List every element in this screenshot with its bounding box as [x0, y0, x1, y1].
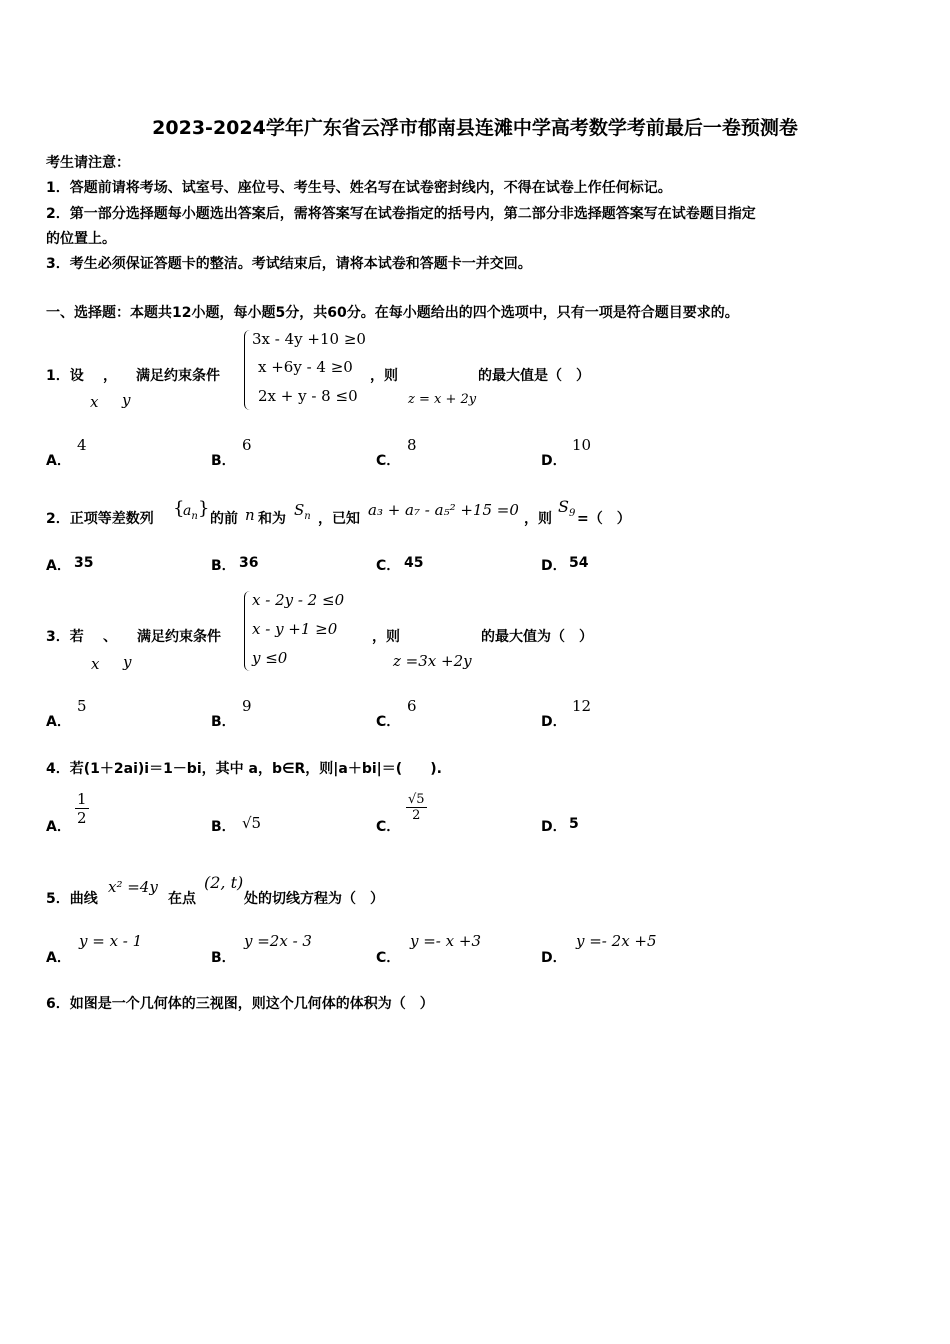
q1-option-a-label[interactable]: A． [46, 453, 71, 469]
q1-cond: 满足约束条件 [136, 368, 220, 384]
q3-option-c-value: 6 [407, 697, 417, 715]
q2-option-d-label[interactable]: D． [541, 558, 567, 574]
q3-option-a-label[interactable]: A． [46, 714, 71, 730]
q2-mid1: 的前 [210, 511, 238, 527]
q2-mid3: ，已知 [318, 511, 360, 527]
q3-sep: 、 [103, 629, 117, 645]
q2-lead: 2．正项等差数列 [46, 511, 154, 527]
q2-tail: =（ ） [577, 511, 631, 527]
notice-item-3: 3．考生必须保证答题卡的整洁。考试结束后，请将本试卷和答题卡一并交回。 [46, 256, 532, 272]
q3-objective: z =3x +2y [393, 652, 472, 670]
section-heading: 一、选择题：本题共12小题，每小题5分，共60分。在每小题给出的四个选项中，只有一项是符合题目要求的。 [46, 305, 739, 321]
q3-then: ，则 [372, 629, 400, 645]
q2-mid4: ，则 [524, 511, 552, 527]
q1-var-x: x [90, 393, 99, 411]
notice-item-2-cont: 的位置上。 [46, 231, 116, 247]
q2-option-d-value: 54 [569, 555, 589, 571]
q5-option-d-label[interactable]: D． [541, 950, 567, 966]
notice-item-1: 1．答题前请将考场、试室号、座位号、考生号、姓名写在试卷密封线内，不得在试卷上作任何标记。 [46, 180, 672, 196]
q3-lead: 3．若 [46, 629, 84, 645]
q1-option-c-label[interactable]: C． [376, 453, 401, 469]
page-title: 2023-2024学年广东省云浮市郁南县连滩中学高考数学考前最后一卷预测卷 [152, 117, 798, 139]
q4-option-c-fraction: $\frac{√5}{2}$ [408, 792, 425, 823]
q2-option-a-value: 35 [74, 555, 94, 571]
q5-curve: x² =4y [108, 878, 158, 896]
q2-brace-right: } [198, 498, 210, 519]
q1-ask: 的最大值是（ ） [478, 368, 590, 384]
q3-constraint-2: x - y +1 ≥0 [252, 620, 338, 638]
q6-stem: 6．如图是一个几何体的三视图，则这个几何体的体积为（ ） [46, 996, 434, 1012]
q5-option-c-value: y =- x +3 [410, 932, 481, 950]
q3-option-b-value: 9 [242, 697, 252, 715]
q4-option-d-label[interactable]: D． [541, 819, 567, 835]
q1-option-c-value: 8 [407, 436, 417, 454]
q5-option-b-value: y =2x - 3 [244, 932, 312, 950]
q3-option-a-value: 5 [77, 697, 87, 715]
q2-option-b-label[interactable]: B． [211, 558, 236, 574]
q1-sep: ， [103, 368, 117, 384]
q4-option-c-label[interactable]: C． [376, 819, 401, 835]
q3-var-x: x [91, 655, 100, 673]
q2-sequence: $a_n$ [183, 503, 198, 522]
q4-option-b-value: √5 [242, 814, 262, 832]
q1-option-b-value: 6 [242, 436, 252, 454]
q1-lead: 1．设 [46, 368, 84, 384]
q1-option-d-label[interactable]: D． [541, 453, 567, 469]
q4-stem: 4．若(1＋2ai)i＝1－bi，其中 a，b∈R，则|a＋bi|＝( ). [46, 761, 442, 777]
q5-option-c-label[interactable]: C． [376, 950, 401, 966]
q3-cond: 满足约束条件 [137, 629, 221, 645]
q2-option-b-value: 36 [239, 555, 259, 571]
q2-brace-left: { [173, 498, 185, 519]
q1-option-b-label[interactable]: B． [211, 453, 236, 469]
q4-option-a-label[interactable]: A． [46, 819, 71, 835]
q3-option-d-value: 12 [572, 697, 592, 715]
q2-condition: a₃ + a₇ - a₅² +15 =0 [368, 501, 519, 519]
q3-option-c-label[interactable]: C． [376, 714, 401, 730]
q2-sum: $S_n$ [294, 501, 311, 522]
q2-mid2: 和为 [258, 511, 286, 527]
notice-heading: 考生请注意： [46, 155, 130, 171]
q3-option-d-label[interactable]: D． [541, 714, 567, 730]
q4-option-a-fraction: $\frac{1}{2}$ [77, 790, 87, 827]
q1-objective: z = x + 2y [408, 392, 477, 407]
q1-option-a-value: 4 [77, 436, 87, 454]
notice-item-2: 2．第一部分选择题每小题选出答案后，需将答案写在试卷指定的括号内，第二部分非选择题答案写在试卷题目指定 [46, 206, 756, 222]
q3-constraint-3: y ≤0 [252, 649, 288, 667]
q5-point: (2, t) [204, 873, 244, 892]
q5-option-b-label[interactable]: B． [211, 950, 236, 966]
q5-mid: 在点 [168, 891, 196, 907]
q2-option-c-value: 45 [404, 555, 424, 571]
q3-option-b-label[interactable]: B． [211, 714, 236, 730]
q1-constraint-3: 2x + y - 8 ≤0 [258, 387, 358, 405]
q5-option-a-label[interactable]: A． [46, 950, 71, 966]
q2-n: n [245, 506, 255, 524]
q1-constraint-1: 3x - 4y +10 ≥0 [252, 330, 366, 348]
q1-var-y: y [122, 391, 131, 409]
q5-option-d-value: y =- 2x +5 [576, 932, 657, 950]
q2-option-a-label[interactable]: A． [46, 558, 71, 574]
q3-constraint-1: x - 2y - 2 ≤0 [252, 591, 345, 609]
q1-then: ，则 [370, 368, 398, 384]
q5-lead: 5．曲线 [46, 891, 98, 907]
q5-tail: 处的切线方程为（ ） [244, 891, 384, 907]
q4-option-d-value: 5 [569, 816, 579, 832]
q3-var-y: y [123, 653, 132, 671]
q1-constraint-2: x +6y - 4 ≥0 [258, 358, 353, 376]
q2-s9: $S_9$ [558, 497, 576, 520]
q2-option-c-label[interactable]: C． [376, 558, 401, 574]
q5-option-a-value: y = x - 1 [79, 932, 143, 950]
q4-option-b-label[interactable]: B． [211, 819, 236, 835]
q3-ask: 的最大值为（ ） [481, 629, 593, 645]
q1-option-d-value: 10 [572, 436, 592, 454]
